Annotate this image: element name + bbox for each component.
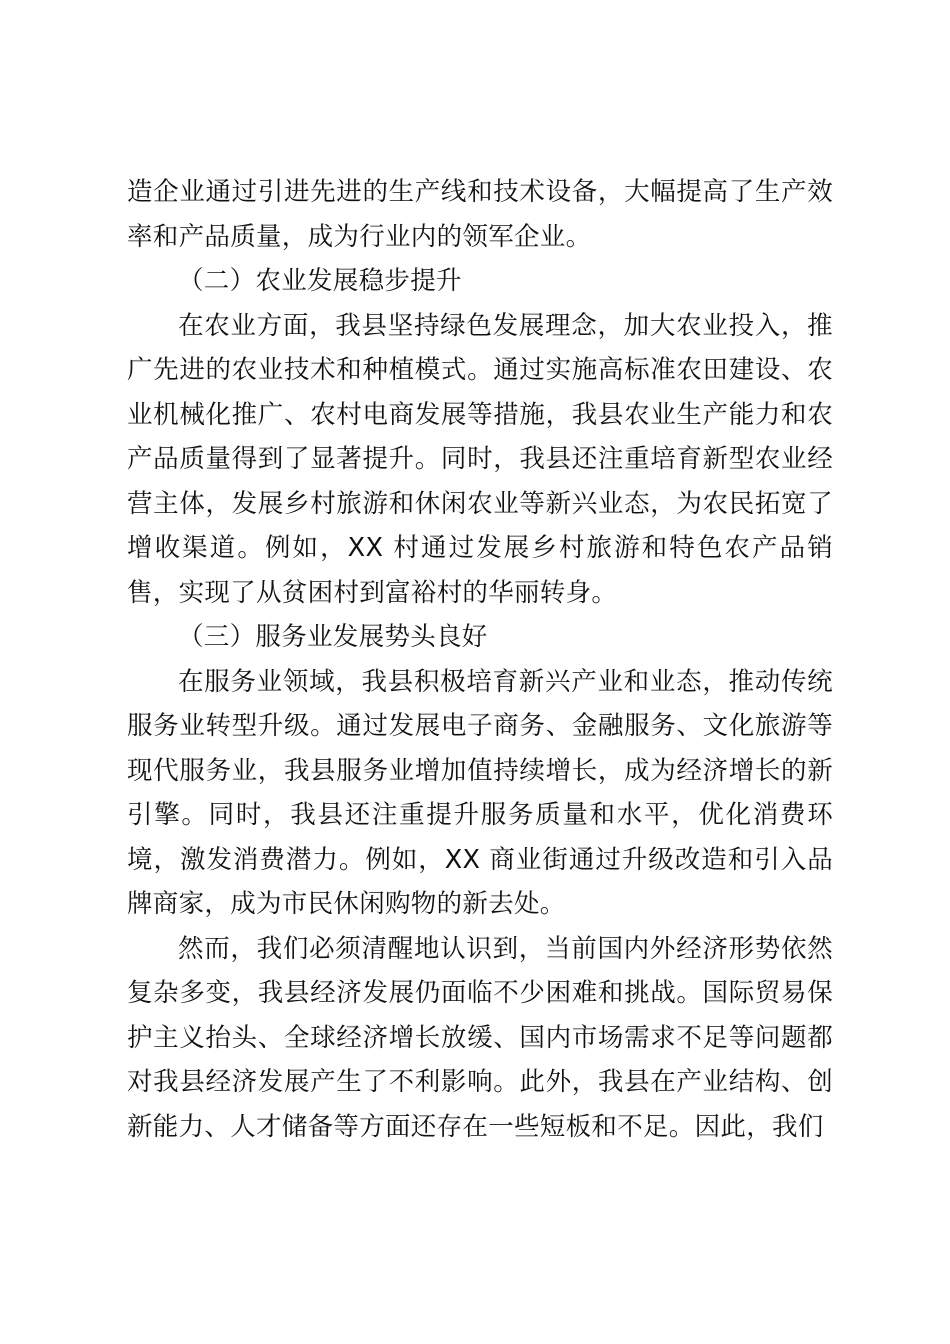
paragraph-continuation: 造企业通过引进先进的生产线和技术设备，大幅提高了生产效率和产品质量，成为行业内的领军企业。 <box>127 177 833 252</box>
section-heading-services: （三）服务业发展势头良好 <box>178 622 488 652</box>
paragraph-agriculture: 在农业方面，我县坚持绿色发展理念，加大农业投入，推广先进的农业技术和种植模式。通过实施高标准农田建设、农业机械化推广、农村电商发展等措施，我县农业生产能力和农产品质量得到了显著提升。同时，我县还注重培育新型农业经营主体，发展乡村旅游和休闲农业等新兴业态，为农民拓宽了增收渠道。例如，XX 村通过发展乡村旅游和特色农产品销售，实现了从贫困村到富裕村的华丽转身。 <box>127 310 833 608</box>
section-heading-agriculture: （二）农业发展稳步提升 <box>178 266 462 296</box>
paragraph-challenges: 然而，我们必须清醒地认识到，当前国内外经济形势依然复杂多变，我县经济发展仍面临不少困难和挑战。国际贸易保护主义抬头、全球经济增长放缓、国内市场需求不足等问题都对我县经济发展产生了不利影响。此外，我县在产业结构、创新能力、人才储备等方面还存在一些短板和不足。因此，我们 <box>127 933 833 1142</box>
paragraph-services: 在服务业领域，我县积极培育新兴产业和业态，推动传统服务业转型升级。通过发展电子商务、金融服务、文化旅游等现代服务业，我县服务业增加值持续增长，成为经济增长的新引擎。同时，我县还注重提升服务质量和水平，优化消费环境，激发消费潜力。例如，XX 商业街通过升级改造和引入品牌商家，成为市民休闲购物的新去处。 <box>127 666 833 919</box>
document-page <box>127 170 833 1149</box>
